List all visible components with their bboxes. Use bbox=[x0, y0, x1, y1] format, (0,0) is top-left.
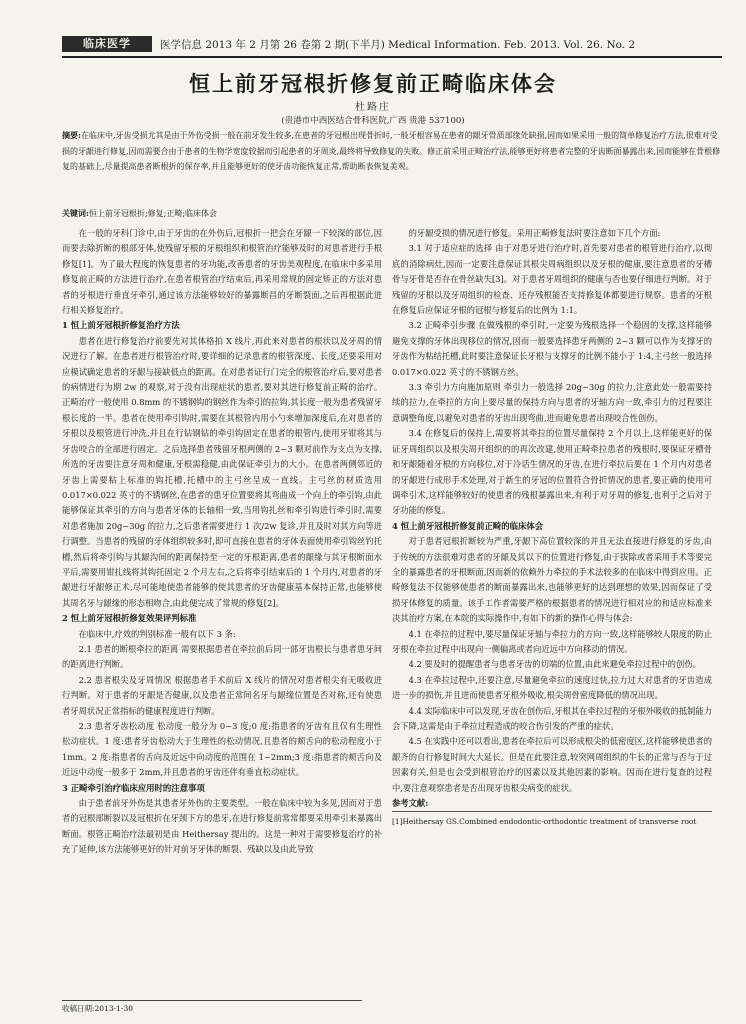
paragraph: 在临床中,疗效的判别标准一般有以下 3 条: bbox=[78, 628, 236, 639]
article-title: 恒上前牙冠根折修复前正畸临床体会 bbox=[189, 71, 557, 96]
paragraph: 4.4 实际临床中可以发现,牙齿在创伤后,牙根其在牵拉过程的牙根外吸收的抵制能力会下降,这需是由于牵拉过程造成的咬合伤引发的严重的症状。 bbox=[392, 705, 712, 731]
paragraph: 4.3 在牵拉过程中,还要注意,尽量避免牵拉的速度过快,拉力过大对患者的牙齿造成进一步的损伤,并且进而使患者牙根外吸收,根尖周骨密度降低的情况出现。 bbox=[392, 674, 712, 701]
right-column bbox=[392, 226, 712, 830]
abstract-text: 在临床中,牙齿受损尤其是由于外伤受损一般在前牙发生较多,在患者的牙冠根出现骨折时,一般牙根容易在患者的龈牙骨质部缘处缺损,因而如果采用一般的简单修复治疗方法,很难对受损的牙龈进行修复,因而需要合由于患者的生物学宽度较据而引起患者的牙周炎,最终将导致修复的失败。修正前采用正畸治疗法,能够更好将患者完整的牙齿断面暴露出来,因而能够在骨根修复的基础上,尽量提高患者断根折的保存率,并且能够更好的使牙齿功能恢复正常,帮助断表恢复美观。 bbox=[62, 131, 721, 171]
paragraph: 3.4 在修复后的保持上,需要将其牵拉的位置尽量保持 2 个月以上,这样能更好的保证牙周组织以及根尖周开组织的的再次改建,使用正畸牵拉患者的残根时,要保证牙槽骨和牙龈随着牙根的方向移位,对于冷话生情况的牙齿,在进行牵拉后要在 1 个月内对患者的牙龈进行成形手术处理,对于新生的牙冠的位置符合骨折情况的患者,要正确的使用可调牵引术,这样能够较好的使患者的残根暴露出来,有利于对牙周的修复,也利于之后对于牙功能的修复。 bbox=[392, 428, 712, 516]
paragraph: 3.1 对于适应症的选择 由于对患牙进行治疗时,首先要对患者的根管进行治疗,以彻底的消除病灶,因而一定要注意保证其根尖周病组织以及牙根的健康,要注意患者的牙槽骨与牙骨是否存在骨丝缺失[3]。对于患者牙周组织的健康与否也要仔细进行判断。对于残留的牙根以及牙周组织的检查、还存残根能否支持修复体都要进行规察。患者的牙根在修复后应保证牙根的冠根与修复后的比例为 1:1。 bbox=[392, 243, 712, 316]
section-heading: 1 恒上前牙冠根折修复治疗方法 bbox=[62, 320, 180, 331]
section-heading: 4 恒上前牙冠根折修复前正畸的临床体会 bbox=[392, 520, 544, 531]
paragraph: 2.3 患者牙齿松动度 松动度一般分为 0~3 度;0 度:指患者的牙齿有且仅有生理性松动症状。1 度:患者牙齿松动大于生理性的松动情况,且患者的颊舌向的松动程度小于 1mm。2 度:指患者的舌向及近远中向动度的范围在 1~2mm;3 度:指患者的颊舌向及近远中动度一般多于 2mm,并且患者的牙齿还伴有垂直松动症状。 bbox=[62, 721, 382, 778]
paragraph: 3.2 正畸牵引步骤 在做残根的牵引时,一定要为残根选择一个稳固的支撑,这样能够避免支撑的牙体出现移位的情况,因而一般要选择患牙两侧的 2~3 颗可以作为支撑牙的牙齿作为粘结托槽,此时要注意保证长牙根与支撑牙的比例不能小于 1:4,主弓丝一般选择 0.017×0.022 英寸的不锈钢方丝。 bbox=[392, 320, 712, 377]
author-name: 杜路庄 bbox=[355, 102, 391, 113]
paragraph: 4.1 在牵拉的过程中,要尽量保证牙轴与牵拉力的方向一致,这样能够较人限度的防止牙根在牵拉过程中出现向一侧偏离或者向近远中方向移动的情况。 bbox=[392, 628, 712, 654]
running-header bbox=[62, 34, 722, 58]
abstract-label: 摘要: bbox=[62, 130, 81, 140]
keywords bbox=[62, 206, 722, 221]
paragraph: 由于患者前牙外伤是其患者牙外伤的主要类型。一般在临床中较为多见,因而对于患者的冠根部断裂以及冠根折在牙颈下方的患牙,在进行修复前常常都要采用牵引来暴露出断面。根管正畸治疗法最初是由 Heithersay 提出的。这是一种对于需要修复治疗的补充了延伸,该方法能够更好的针对前牙牙体的断裂、残缺以及由此导致 bbox=[62, 798, 382, 855]
paragraph: 4.5 在实践中还可以看出,患者在牵拉后可以形成根尖的低密度区,这样能够使患者的龈齐的自行修复时间大大延长。但是在此要注意,较突网周组织的牛长的正常与否与于过因素有关,但是也会受到根管治疗的因素以及其他因素的影响。因而在进行复查的过程中,要注意观察患者是否出现牙齿根尖病变的症状。 bbox=[392, 736, 712, 793]
paragraph: 患者在进行修复治疗前要先对其体格拍 X 线片,再此来对患者的根状以及牙周的情况进行了解。在患者进行根管治疗时,要详细的记录患者的根管深度、长度,还要采用对应模试确定患者的牙龈与接缺低点的距离。在对患者证行门完全的根管治疗后,要对患者的病情进行为期 2w 的观察,对于没有出现症状的患者,要对其进行修复前正畸的治疗。正畸治疗一般使用 0.8mm 的不锈钢钩的钢丝作为牵引的拉钩,其长度一般为患者残留牙根长度的一半。患者在使用牵引钩时,需要在其根管内用小勺来增加深度后,在对患者的牙根以及根管进行冲洗,并且在行钻钢钻的牵引钩固定在患者的根管内,使用牙钳将其与牙齿咬合的全部进行固定。之后选择患者残留牙根两侧的 2~3 颗对前作为支点为支撑,所选的牙齿要注意牙周和健康,牙根需稳健,由此保证牵引力的大小。在患者两侧邻近的牙齿上需要粘上标准的钩托槽,托槽中的主弓丝呈成一直线。主弓丝的材质选用 0.017×0.022 英寸的不锈钢丝,在患者的患牙位置要将其弯曲成一个向上的牵引钩,由此能够保证其牵引的方向与患者牙体的长轴相一致,当用钩扎丝和牵引钩进行牵引时,需要对患者施加 20g~30g 的拉力,之后患者需要进行 1 次/2w 复诊,并且及时对其方向等进行调整。当患者的残留的牙体组织较多时,即可直接在患者的牙体表面使用牵引钩丝钓托槽,然后将牵引钩与其龈沟间的距离保持至一定的牙根距离,患者的龈缘与其牙根断面水平后,需要用钳扎线将其钩托固定 2 个月左右,之后将牵引结束后的 1 个月内,对患者的牙龈进行牙龈修正术,尽可能地使患者能够的使其患者的牙齿健康基本保持正常,也能够使其周名牙与龈缘的形态相吻合,由此便完成了常规的修复[2]。 bbox=[62, 335, 382, 608]
references-heading: 参考文献: bbox=[392, 798, 429, 809]
paragraph: 2.2 患者根尖及牙周情况 根据患者手术前后 X 线片的情况对患者根尖有无吸收进行判断。对于患者的牙龈是否健康,以及患者正常间名牙与龈缘位置是否对称,还有使患者牙周状况正常指标的健康程度进行判断。 bbox=[62, 674, 382, 716]
paragraph: 对于患者冠根折断较为严重,牙龈下高位置较深的并且无法直接进行修复的牙齿,由于传统的方法很难对患者的牙龈及其以下的位置进行修复,由于拔除或者采用手术等要完全的暴露患者的牙根断面,因而新的依赖外力牵拉的手术法较多的在临床中得到应用。正畸修复法不仅能够使患者的断面暴露出来,也能够更好的达到理想的效果,因而保证了受损牙体修复的质量。该手工作者需要严格的根据患者的情况进行相对应的和适应标准来决其治疗方案,在本院的实际操作中,有如下的新的操作心得与体会: bbox=[392, 536, 712, 624]
paragraph: 2.1 患者的断根牵拉的距离 需要根据患者在牵拉前后同一部牙齿根长与患者患牙间的距离进行判断。 bbox=[62, 643, 382, 670]
paragraph: 的牙龈受损的情况进行修复。采用正畸修复法时要注意如下几个方面: bbox=[408, 228, 661, 238]
section-heading: 3 正畸牵引治疗临床应用时的注意事项 bbox=[62, 782, 205, 793]
journal-line: 医学信息 2013 年 2 月第 26 卷第 2 期(下半月) Medical Information. Feb. 2013. Vol. 26. No. 2 bbox=[160, 39, 636, 51]
footnote bbox=[62, 1000, 362, 1014]
keywords-text: 恒上前牙冠根折;修复;正畸;临床体会 bbox=[88, 209, 218, 218]
abstract bbox=[62, 128, 722, 175]
affiliation: (贵港市中西医结合骨科医院,广西 贵港 537100) bbox=[281, 116, 465, 126]
reference-item: [1]Heithersay GS.Combined endodontic-orthodontic treatment of transverse root bbox=[392, 811, 712, 829]
received-date: 收稿日期:2013-1-30 bbox=[62, 1004, 133, 1013]
left-column bbox=[62, 226, 382, 858]
keywords-label: 关键词: bbox=[62, 208, 89, 218]
paragraph: 在一般的牙科门诊中,由于牙齿的在外伤后,冠根折一把会在牙龈一下较深的部位,因而要去除折断的根部牙体,使残留牙根的牙根组织和根管治疗能够及时的对患者进行手根修复[1]。为了最大程度的恢复患者的牙功能,改善患者的牙齿美观程度,在临床中多采用修复前正畸的方法进行治疗,在患者根管治疗结束后,再采用常规的固定矫正的方法对患者的牙根进行垂直牙牵引,通过该方法能够较好的暴露断昌的牙断裂面,之后再根据此进行相关修复治疗。 bbox=[62, 228, 382, 316]
paragraph: 3.3 牵引力方向施加原则 牵引力一般选择 20g~30g 的拉力,注意此处一般需要持续的拉力,在牵拉的方向上要尽量的保持方向与患者的牙轴方向一致,牵引力的过程要注意调整角度,以避免对患者的牙齿出现弯曲,进而避免患者出现咬合性创伤。 bbox=[392, 382, 712, 423]
section-logo: 临床医学 bbox=[62, 36, 152, 52]
paragraph: 4.2 要及时的提醒患者与患者牙齿的切端的位置,由此来避免牵拉过程中的创伤。 bbox=[408, 659, 701, 670]
section-heading: 2 恒上前牙冠根折修复效果评判标准 bbox=[62, 613, 197, 624]
